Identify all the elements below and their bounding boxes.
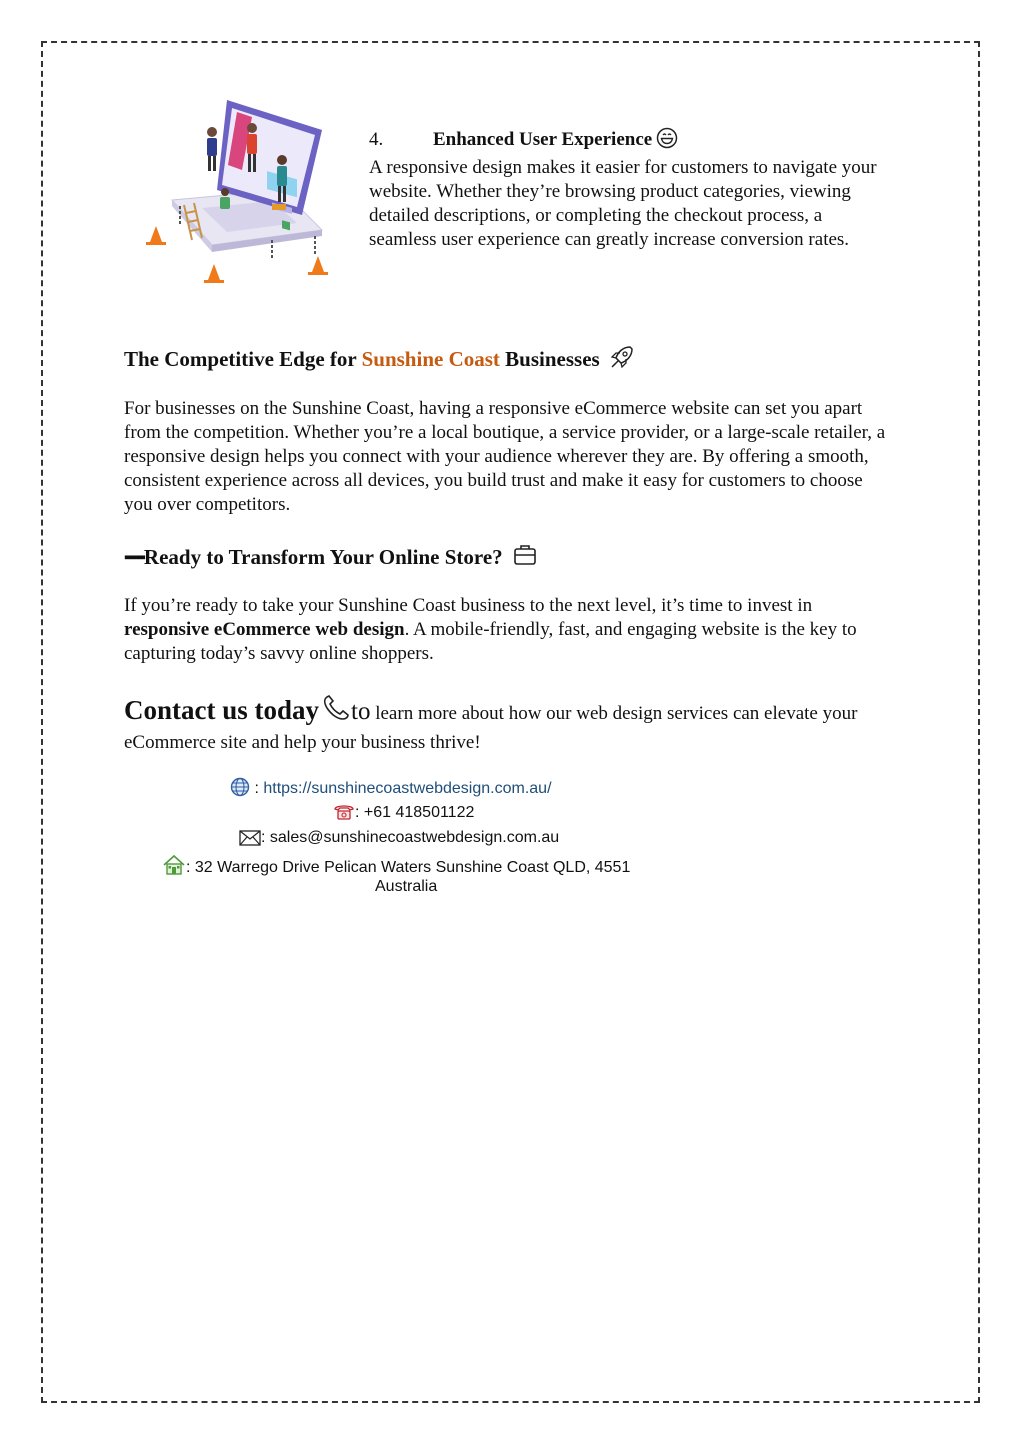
heading-text-end: Businesses — [499, 347, 600, 371]
email-row — [239, 829, 559, 847]
house-icon — [162, 859, 186, 876]
phone-icon — [321, 694, 351, 730]
address-line-2: Australia — [375, 878, 438, 895]
contact-to: to — [351, 698, 371, 725]
numbered-item — [369, 127, 889, 252]
globe-icon — [230, 780, 250, 797]
ready-heading-text: Ready to Transform Your Online Store? — [143, 545, 503, 569]
contact-rest: learn more about how our web design services can elevate your eCommerce site and help your business thrive! — [124, 703, 858, 753]
rocket-icon — [609, 344, 635, 376]
briefcase-icon — [512, 542, 538, 574]
item-number: 4. — [369, 129, 384, 150]
item-title: Enhanced User Experience — [433, 129, 653, 150]
address-line-1: : 32 Warrego Drive Pelican Waters Sunshine Coast QLD, 4551 — [186, 859, 631, 876]
ready-para-text: If you’re ready to take your Sunshine Coast business to the next level, it’s time to invest in — [124, 595, 813, 616]
grinning-face-icon — [656, 127, 678, 156]
heading-accent: Sunshine Coast — [361, 347, 500, 371]
competitive-paragraph: For businesses on the Sunshine Coast, having a responsive eCommerce website can set you apart from the competition. Whether you’re a local boutique, a service provider, or a large-scale retailer, a responsive design helps you connect with your audience wherever they are. By offering a smooth, consistent experience across all devices, you build trust and make it easy for customers to choose you over competitors. — [124, 398, 886, 515]
email-address[interactable]: : sales@sunshinecoastwebdesign.com.au — [261, 829, 560, 846]
phone-row — [333, 803, 474, 822]
contact-lead: Contact us today — [124, 695, 320, 725]
competitive-heading — [124, 344, 635, 376]
website-row — [230, 777, 552, 798]
ready-heading — [124, 542, 538, 574]
ready-para-bold: responsive eCommerce web design — [124, 619, 405, 640]
envelope-icon — [239, 829, 261, 846]
website-separator: : — [250, 780, 264, 797]
contact-paragraph — [124, 694, 894, 756]
address-row — [162, 854, 630, 877]
ready-para-text-end: . A mobile-friendly, fast, and engaging website is the key to capturing today’s savvy online shoppers. — [124, 619, 857, 664]
bullet-decoration: ▪▪▪▪▪▪ — [124, 550, 144, 566]
ready-paragraph — [124, 594, 894, 666]
web-design-illustration — [132, 90, 342, 290]
item-body: A responsive design makes it easier for customers to navigate your website. Whether they’re browsing product categories, viewing detailed descriptions, or completing the checkout process, a seamless user experience can greatly increase conversion rates. — [369, 157, 877, 250]
telephone-icon — [333, 804, 355, 821]
website-link[interactable]: https://sunshinecoastwebdesign.com.au/ — [263, 780, 552, 797]
phone-number[interactable]: : +61 418501122 — [355, 804, 475, 821]
heading-text: The Competitive Edge for — [124, 347, 362, 371]
